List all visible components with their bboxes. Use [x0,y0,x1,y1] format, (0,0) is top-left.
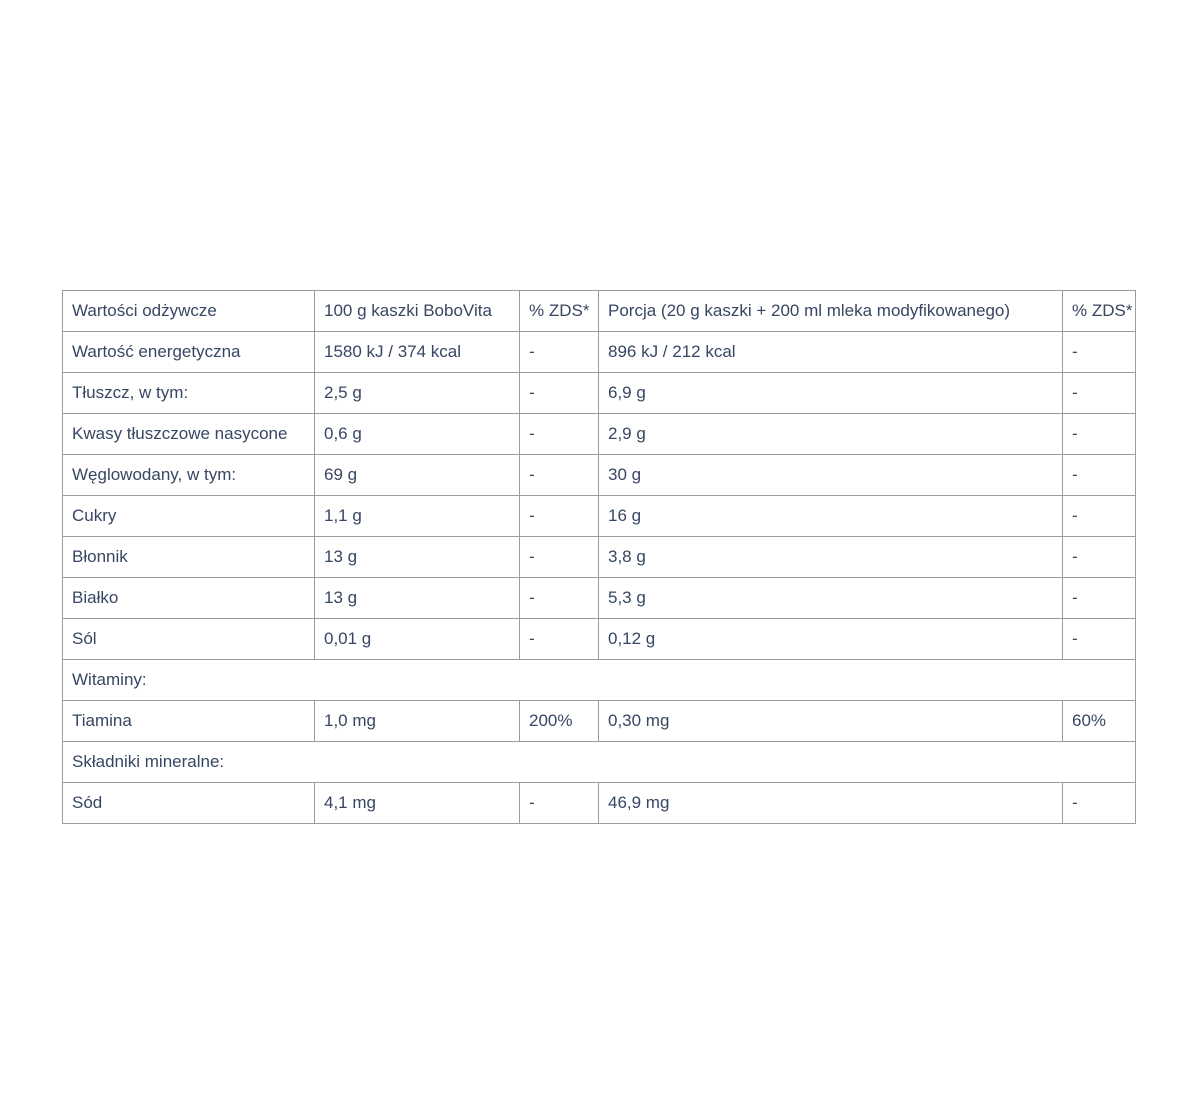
table-cell: - [1063,455,1136,496]
column-header: Porcja (20 g kaszki + 200 ml mleka modyfikowanego) [599,291,1063,332]
table-cell: - [520,537,599,578]
table-cell: 4,1 mg [315,783,520,824]
table-cell: - [1063,496,1136,537]
table-cell: 13 g [315,537,520,578]
table-cell: 1,0 mg [315,701,520,742]
column-header: Wartości odżywcze [63,291,315,332]
table-cell: - [520,332,599,373]
table-cell: Błonnik [63,537,315,578]
table-cell: - [520,455,599,496]
table-cell: 0,01 g [315,619,520,660]
nutrition-table-container [62,290,1135,824]
table-row [63,701,1136,742]
table-cell: Tłuszcz, w tym: [63,373,315,414]
table-row [63,455,1136,496]
section-row [63,742,1136,783]
table-cell: Cukry [63,496,315,537]
table-row [63,373,1136,414]
table-cell: 6,9 g [599,373,1063,414]
table-cell: 0,6 g [315,414,520,455]
table-cell: - [1063,373,1136,414]
table-cell: 1580 kJ / 374 kcal [315,332,520,373]
section-label: Składniki mineralne: [63,742,1136,783]
table-cell: - [1063,414,1136,455]
section-row [63,660,1136,701]
table-cell: - [520,496,599,537]
nutrition-table-body [63,332,1136,824]
column-header: % ZDS* [1063,291,1136,332]
table-cell: - [520,783,599,824]
table-cell: - [520,619,599,660]
column-header: % ZDS* [520,291,599,332]
table-cell: Wartość energetyczna [63,332,315,373]
table-cell: - [520,373,599,414]
column-header: 100 g kaszki BoboVita [315,291,520,332]
table-cell: - [1063,783,1136,824]
table-cell: 3,8 g [599,537,1063,578]
table-row [63,619,1136,660]
header-row [63,291,1136,332]
table-cell: 5,3 g [599,578,1063,619]
table-cell: Tiamina [63,701,315,742]
table-cell: - [520,414,599,455]
table-row [63,537,1136,578]
table-cell: 60% [1063,701,1136,742]
table-cell: 30 g [599,455,1063,496]
table-cell: - [1063,537,1136,578]
table-cell: 16 g [599,496,1063,537]
table-row [63,414,1136,455]
table-row [63,783,1136,824]
table-cell: 0,30 mg [599,701,1063,742]
table-row [63,332,1136,373]
table-cell: 69 g [315,455,520,496]
table-cell: 896 kJ / 212 kcal [599,332,1063,373]
table-cell: Białko [63,578,315,619]
table-cell: 0,12 g [599,619,1063,660]
nutrition-table [62,290,1136,824]
section-label: Witaminy: [63,660,1136,701]
table-cell: Sól [63,619,315,660]
table-cell: - [1063,619,1136,660]
table-cell: 2,9 g [599,414,1063,455]
table-cell: - [1063,578,1136,619]
table-cell: 1,1 g [315,496,520,537]
table-cell: 46,9 mg [599,783,1063,824]
table-row [63,578,1136,619]
table-cell: Kwasy tłuszczowe nasycone [63,414,315,455]
table-row [63,496,1136,537]
table-cell: 13 g [315,578,520,619]
table-cell: 200% [520,701,599,742]
table-cell: - [520,578,599,619]
table-cell: Węglowodany, w tym: [63,455,315,496]
table-cell: 2,5 g [315,373,520,414]
nutrition-table-head [63,291,1136,332]
table-cell: Sód [63,783,315,824]
table-cell: - [1063,332,1136,373]
